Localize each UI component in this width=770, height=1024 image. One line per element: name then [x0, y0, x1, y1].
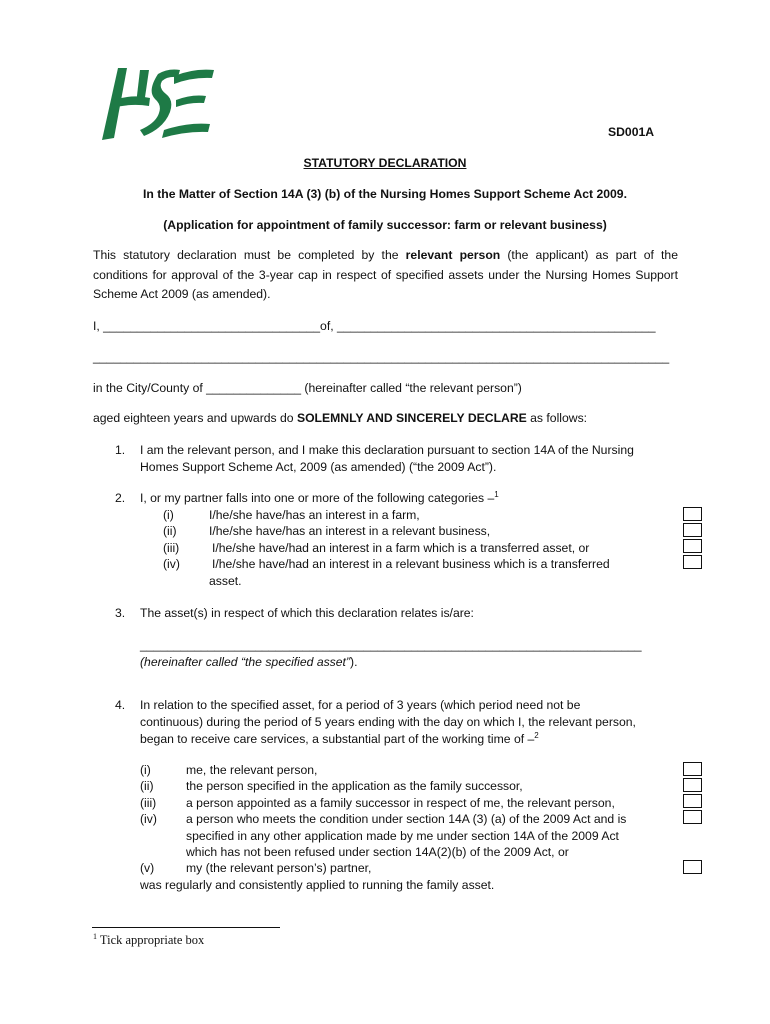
footnote-ref-1: 1: [494, 489, 499, 499]
item-2-sub-2-number: (ii): [163, 524, 177, 538]
declare-line: [93, 410, 587, 427]
item-2-sub-4-text: I/he/she have/had an interest in a relevant business which is a transferred: [212, 557, 610, 571]
item-4-line-1: In relation to the specified asset, for a period of 3 years (which period need not be: [140, 698, 581, 712]
address-continuation-line: _____________________________________________________________________________________: [93, 350, 670, 364]
city-county-line: in the City/County of ______________ (hereinafter called “the relevant person”): [93, 381, 522, 395]
item-2-text: [140, 490, 499, 507]
checkbox-business-interest[interactable]: [683, 523, 702, 537]
item-4-sub-3-number: (iii): [140, 796, 157, 810]
item-2-sub-4-number: (iv): [163, 557, 180, 571]
item-4-sub-4-text: a person who meets the condition under section 14A (3) (a) of the 2009 Act and is: [186, 812, 627, 826]
hse-logo: [94, 60, 218, 144]
intro-text-start: This statutory declaration must be completed by the: [93, 248, 406, 262]
item-4-number: 4.: [115, 698, 126, 712]
item-4-sub-2-text: the person specified in the application as the family successor,: [186, 779, 523, 793]
item-4-line-3: [140, 731, 539, 748]
item-4-sub-1-text: me, the relevant person,: [186, 763, 318, 777]
item-3-hereafter-italic: (hereinafter called “the specified asset”: [140, 655, 351, 669]
item-4-sub-5-number: (v): [140, 861, 155, 875]
item-4-sub-2-number: (ii): [140, 779, 154, 793]
checkbox-farm-interest[interactable]: [683, 507, 702, 521]
item-2-sub-3-text: I/he/she have/had an interest in a farm which is a transferred asset, or: [212, 541, 590, 555]
item-3-hereafter: [140, 654, 357, 671]
document-code: SD001A: [608, 125, 655, 139]
footnote-ref-2: 2: [534, 730, 539, 740]
document-title: STATUTORY DECLARATION: [303, 156, 467, 170]
name-address-line: I, ________________________________of, _______________________________________________: [93, 319, 656, 333]
footnote: [93, 933, 204, 948]
item-2-sub-4-continuation: asset.: [209, 574, 242, 588]
declare-text-end: as follows:: [526, 411, 588, 425]
footnote-text: Tick appropriate box: [97, 933, 205, 947]
intro-text-end: (the applicant) as part of the conditions for approval of the 3-year cap in respect of specified assets under the Nursing Homes Support Scheme Act 2009 (as amended).: [93, 248, 678, 301]
checkbox-appointed-successor[interactable]: [683, 794, 702, 808]
declare-text-start: aged eighteen years and upwards do: [93, 411, 297, 425]
item-3-text: The asset(s) in respect of which this declaration relates is/are:: [140, 606, 474, 620]
footnote-marker: 1: [93, 931, 97, 941]
item-2-text-body: I, or my partner falls into one or more of the following categories –: [140, 491, 495, 505]
checkbox-relevant-person[interactable]: [683, 762, 702, 776]
item-4-sub-1-number: (i): [140, 763, 151, 777]
item-4-closing: was regularly and consistently applied to running the family asset.: [140, 878, 495, 892]
item-2-number: 2.: [115, 491, 126, 505]
item-4-line-3-text: began to receive care services, a substantial part of the working time of –: [140, 732, 535, 746]
specified-asset-field[interactable]: __________________________________________________________________________: [140, 638, 642, 652]
item-2-sub-3-number: (iii): [163, 541, 180, 555]
checkbox-partner[interactable]: [683, 860, 702, 874]
checkbox-farm-transferred[interactable]: [683, 539, 702, 553]
footnote-separator: [92, 927, 280, 928]
item-4-sub-3-text: a person appointed as a family successor in respect of me, the relevant person,: [186, 796, 615, 810]
item-1-line-1: I am the relevant person, and I make this declaration pursuant to section 14A of the Nursing: [140, 443, 634, 457]
item-3-number: 3.: [115, 606, 126, 620]
declare-bold-text: SOLEMNLY AND SINCERELY DECLARE: [296, 411, 527, 425]
intro-paragraph: [93, 246, 678, 305]
item-2-sub-1-text: I/he/she have/has an interest in a farm,: [209, 508, 420, 522]
item-4-sub-4-continuation-1: specified in any other application made by me under section 14A of the 2009 Act: [186, 829, 619, 843]
item-4-sub-4-number: (iv): [140, 812, 157, 826]
checkbox-family-successor[interactable]: [683, 778, 702, 792]
item-1-number: 1.: [115, 443, 126, 457]
checkbox-business-transferred[interactable]: [683, 555, 702, 569]
item-2-sub-1-number: (i): [163, 508, 174, 522]
item-1-line-2: Homes Support Scheme Act, 2009 (as amended) (“the 2009 Act”).: [140, 460, 497, 474]
intro-bold-text: relevant person: [405, 248, 501, 262]
matter-heading: In the Matter of Section 14A (3) (b) of the Nursing Homes Support Scheme Act 2009.: [143, 187, 627, 201]
checkbox-other-application[interactable]: [683, 810, 702, 824]
item-3-hereafter-end: ).: [350, 655, 358, 669]
application-heading: (Application for appointment of family successor: farm or relevant business): [163, 218, 607, 232]
item-4-sub-4-continuation-2: which has not been refused under section 14A(2)(b) of the 2009 Act, or: [186, 845, 569, 859]
item-2-sub-2-text: I/he/she have/has an interest in a relevant business,: [209, 524, 491, 538]
item-4-line-2: continuous) during the period of 5 years ending with the day on which I, the relevant person,: [140, 715, 636, 729]
item-4-sub-5-text: my (the relevant person’s) partner,: [186, 861, 372, 875]
